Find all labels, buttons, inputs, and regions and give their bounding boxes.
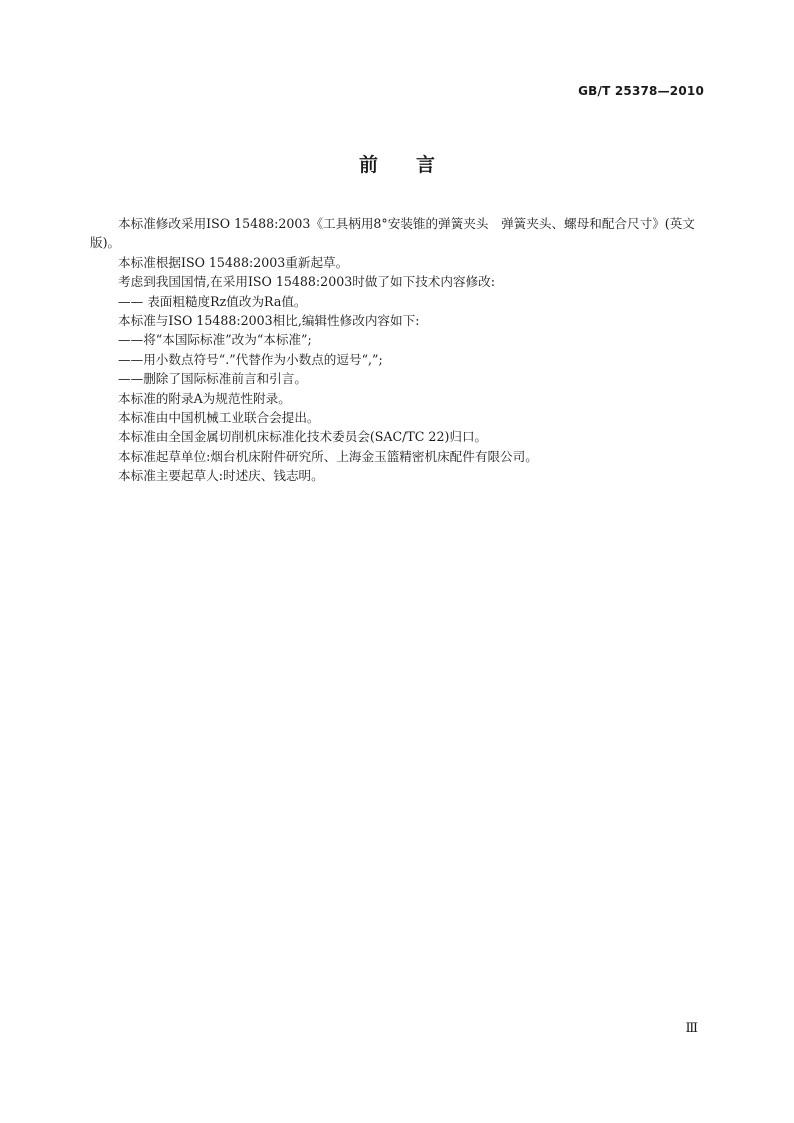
paragraph-adoption: 本标准修改采用ISO 15488:2003《工具柄用8°安装锥的弹簧夹头 弹簧夹头、螺母和配合尺寸》(英文版)。 <box>90 216 695 251</box>
paragraph-drafting-basis: 本标准根据ISO 15488:2003重新起草。 <box>118 254 349 270</box>
list-item-decimal: ——用小数点符号“.”代替作为小数点的逗号“,”; <box>118 351 383 367</box>
paragraph-technical-changes: 考虑到我国国情,在采用ISO 15488:2003时做了如下技术内容修改: <box>118 274 496 290</box>
page-title: 前言 <box>358 154 473 176</box>
paragraph-drafters: 本标准主要起草人:时述庆、钱志明。 <box>118 468 324 484</box>
paragraph-proposer: 本标准由中国机械工业联合会提出。 <box>118 410 320 426</box>
list-item-roughness: —— 表面粗糙度Rz值改为Ra值。 <box>118 293 307 309</box>
list-item-rename: ——将“本国际标准”改为“本标准”; <box>118 332 312 348</box>
paragraph-drafting-units: 本标准起草单位:烟台机床附件研究所、上海金玉篮精密机床配件有限公司。 <box>118 448 538 464</box>
paragraph-committee: 本标准由全国金属切削机床标准化技术委员会(SAC/TC 22)归口。 <box>118 429 488 445</box>
foreword-body <box>90 214 710 486</box>
standard-number: GB/T 25378—2010 <box>578 84 704 98</box>
page-number: Ⅲ <box>685 1021 698 1036</box>
list-item-deletion: ——删除了国际标准前言和引言。 <box>118 371 307 387</box>
paragraph-annex: 本标准的附录A为规范性附录。 <box>118 390 291 406</box>
paragraph-editorial-changes: 本标准与ISO 15488:2003相比,编辑性修改内容如下: <box>118 313 420 329</box>
